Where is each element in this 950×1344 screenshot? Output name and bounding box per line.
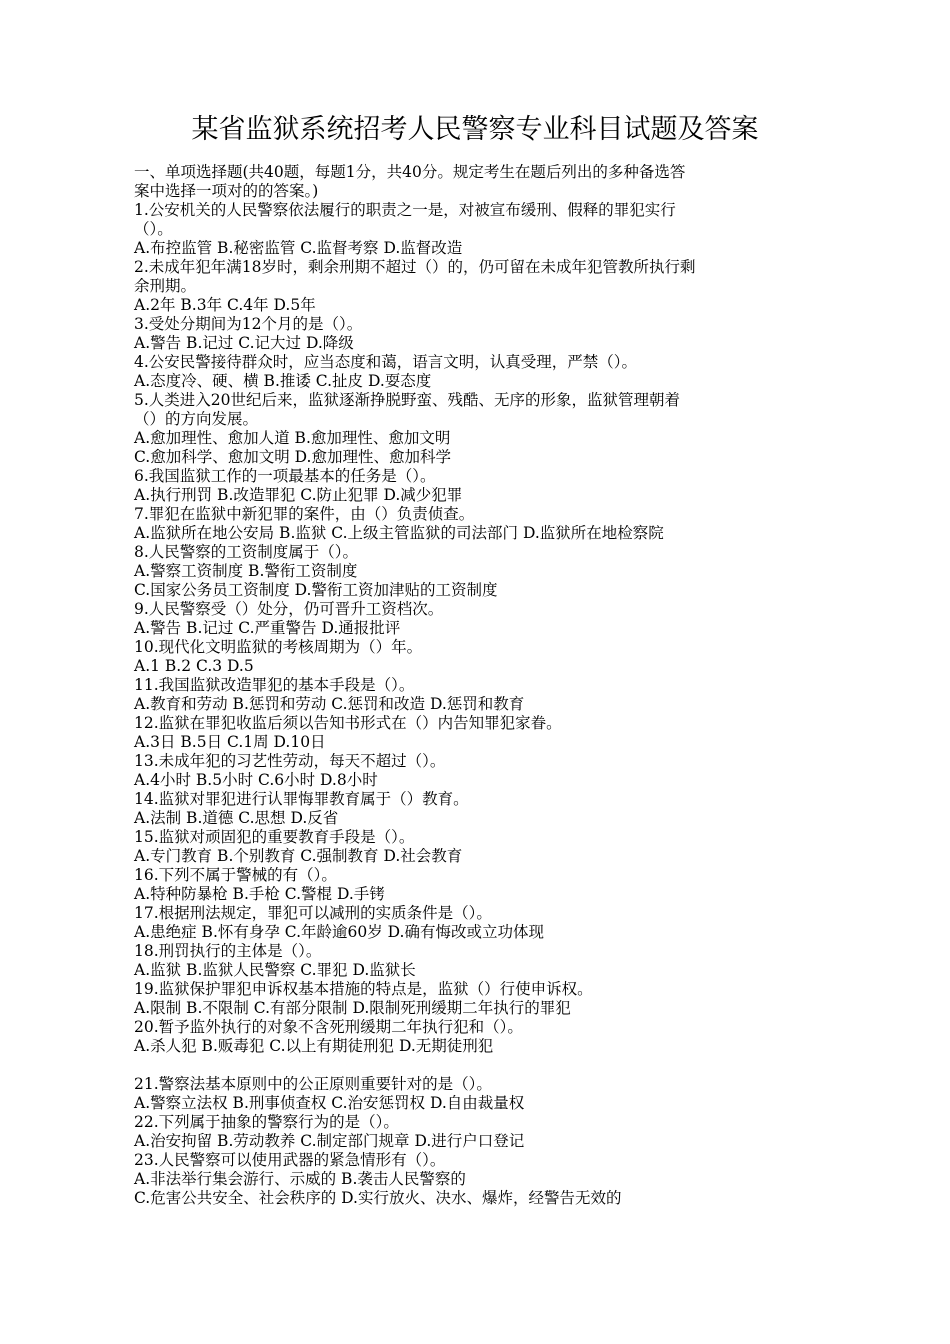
text-line: A.布控监管 B.秘密监管 C.监督考察 D.监督改造 [134, 239, 463, 257]
text-line: A.警告 B.记过 C.严重警告 D.通报批评 [134, 619, 401, 637]
text-line: 4.公安民警接待群众时，应当态度和蔼，语言文明，认真受理，严禁（）。 [134, 353, 638, 371]
text-line: 5.人类进入20世纪后来，监狱逐渐挣脱野蛮、残酷、无序的形象，监狱管理朝着 [134, 391, 681, 409]
text-line: 3.受处分期间为12个月的是（）。 [134, 315, 363, 333]
text-line: A.非法举行集会游行、示威的 B.袭击人民警察的 [134, 1170, 466, 1188]
text-line: A.特种防暴枪 B.手枪 C.警棍 D.手铐 [134, 885, 385, 903]
text-line: A.警察工资制度 B.警衔工资制度 [134, 562, 358, 580]
text-line: 6.我国监狱工作的一项最基本的任务是（）。 [134, 467, 436, 485]
text-line: A.警察立法权 B.刑事侦查权 C.治安惩罚权 D.自由裁量权 [134, 1094, 525, 1112]
document-body [134, 163, 834, 1208]
text-line: A.愈加理性、愈加人道 B.愈加理性、愈加文明 [134, 429, 451, 447]
text-line: 11.我国监狱改造罪犯的基本手段是（）。 [134, 676, 415, 694]
text-line: 2.未成年犯年满18岁时，剩余刑期不超过（）的，仍可留在未成年犯管教所执行剩 [134, 258, 696, 276]
text-line: A.专门教育 B.个别教育 C.强制教育 D.社会教育 [134, 847, 463, 865]
text-line: A.2年 B.3年 C.4年 D.5年 [134, 296, 316, 314]
text-line: C.危害公共安全、社会秩序的 D.实行放火、决水、爆炸，经警告无效的 [134, 1189, 622, 1207]
text-line: 21.警察法基本原则中的公正原则重要针对的是（）。 [134, 1075, 492, 1093]
text-line: 17.根据刑法规定，罪犯可以减刑的实质条件是（）。 [134, 904, 492, 922]
text-line: A.教育和劳动 B.惩罚和劳动 C.惩罚和改造 D.惩罚和教育 [134, 695, 525, 713]
text-line: A.态度冷、硬、横 B.推诿 C.扯皮 D.耍态度 [134, 372, 432, 390]
text-line: 8.人民警察的工资制度属于（）。 [134, 543, 359, 561]
text-line: C.国家公务员工资制度 D.警衔工资加津贴的工资制度 [134, 581, 498, 599]
text-line: 12.监狱在罪犯收监后须以告知书形式在（）内告知罪犯家眷。 [134, 714, 562, 732]
text-line: 余刑期。 [134, 277, 197, 295]
blank-line [134, 1056, 834, 1075]
text-line: 16.下列不属于警械的有（）。 [134, 866, 337, 884]
text-line: 9.人民警察受（）处分，仍可晋升工资档次。 [134, 600, 444, 618]
text-line: 18.刑罚执行的主体是（）。 [134, 942, 322, 960]
text-line: 10.现代化文明监狱的考核周期为（）年。 [134, 638, 423, 656]
text-line: 一、单项选择题(共40题，每题1分，共40分。规定考生在题后列出的多种备选答 [134, 163, 686, 181]
text-line: 7.罪犯在监狱中新犯罪的案件，由（）负责侦查。 [134, 505, 475, 523]
text-line: 23.人民警察可以使用武器的紧急情形有（）。 [134, 1151, 446, 1169]
text-line: A.杀人犯 B.贩毒犯 C.以上有期徒刑犯 D.无期徒刑犯 [134, 1037, 494, 1055]
text-line: （）的方向发展。 [134, 410, 259, 428]
text-line: A.限制 B.不限制 C.有部分限制 D.限制死刑缓期二年执行的罪犯 [134, 999, 571, 1017]
text-line: 15.监狱对顽固犯的重要教育手段是（）。 [134, 828, 415, 846]
text-line: 20.暂予监外执行的对象不含死刑缓期二年执行犯和（）。 [134, 1018, 523, 1036]
text-line: A.3日 B.5日 C.1周 D.10日 [134, 733, 326, 751]
text-line: 14.监狱对罪犯进行认罪悔罪教育属于（）教育。 [134, 790, 469, 808]
text-line: 1.公安机关的人民警察依法履行的职责之一是，对被宣布缓刑、假释的罪犯实行 [134, 201, 676, 219]
text-line: A.执行刑罚 B.改造罪犯 C.防止犯罪 D.减少犯罪 [134, 486, 463, 504]
text-line: 13.未成年犯的习艺性劳动，每天不超过（）。 [134, 752, 446, 770]
text-line: A.治安拘留 B.劳动教养 C.制定部门规章 D.进行户口登记 [134, 1132, 525, 1150]
text-line: A.法制 B.道德 C.思想 D.反省 [134, 809, 339, 827]
text-line: A.警告 B.记过 C.记大过 D.降级 [134, 334, 354, 352]
text-line: （）。 [134, 220, 173, 238]
text-line: A.监狱所在地公安局 B.监狱 C.上级主管监狱的司法部门 D.监狱所在地检察院 [134, 524, 664, 542]
text-line: A.监狱 B.监狱人民警察 C.罪犯 D.监狱长 [134, 961, 416, 979]
text-line: 案中选择一项对的的答案。) [134, 182, 319, 200]
text-line: 22.下列属于抽象的警察行为的是（）。 [134, 1113, 399, 1131]
text-line: C.愈加科学、愈加文明 D.愈加理性、愈加科学 [134, 448, 451, 466]
text-line: A.1 B.2 C.3 D.5 [134, 657, 254, 675]
document-title: 某省监狱系统招考人民警察专业科目试题及答案 [191, 114, 759, 145]
text-line: 19.监狱保护罪犯申诉权基本措施的特点是，监狱（）行使申诉权。 [134, 980, 593, 998]
text-line: A.4小时 B.5小时 C.6小时 D.8小时 [134, 771, 378, 789]
text-line: A.患绝症 B.怀有身孕 C.年龄逾60岁 D.确有悔改或立功体现 [134, 923, 544, 941]
